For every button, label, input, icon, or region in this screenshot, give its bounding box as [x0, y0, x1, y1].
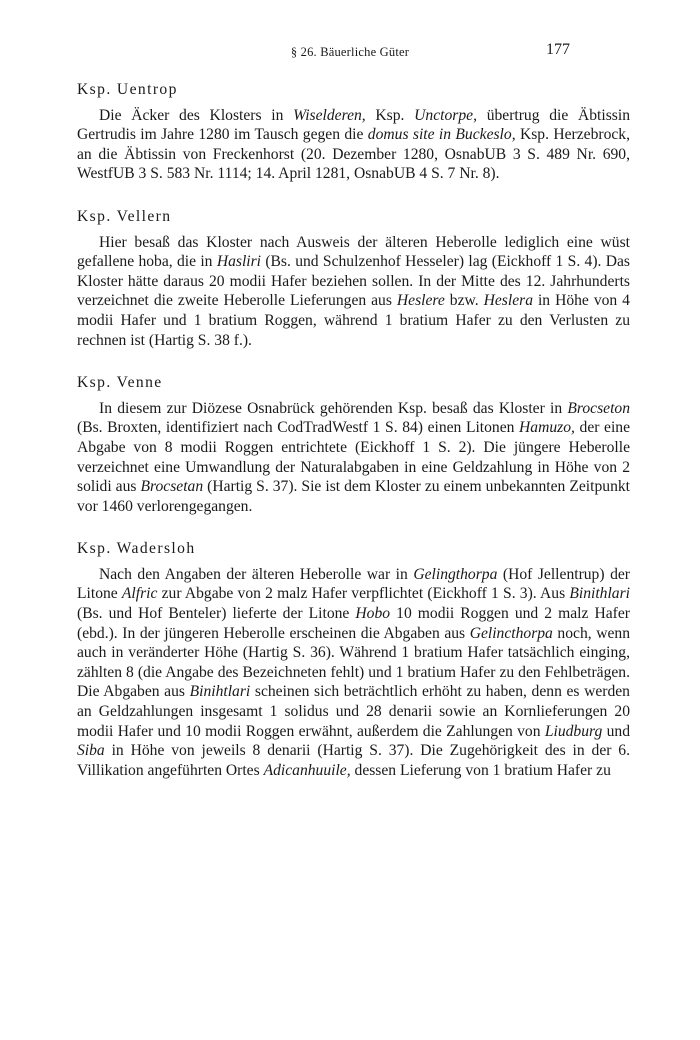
text-run: Ksp. [365, 106, 415, 124]
page-body [77, 80, 630, 803]
italic-term: Siba [77, 742, 105, 760]
text-run: übertrug die Äbtissin Gertrudis im Jahre 1280 im Tausch gegen die [77, 106, 630, 144]
italic-term: Heslera [483, 292, 533, 310]
page-header [0, 41, 700, 65]
italic-term: Gelingthorpa [413, 565, 498, 583]
text-run: und [602, 722, 630, 740]
italic-term: Brocseton [567, 399, 630, 417]
text-run: (Bs. Broxten, identifiziert nach CodTradWestf 1 S. 84) einen Litonen [77, 419, 520, 437]
text-run: dessen Lieferung von 1 bratium Hafer zu [350, 761, 611, 779]
text-run: in Höhe von 4 modii Hafer und 1 bratium Roggen, während 1 bratium Hafer zu den Verlusten zu rechnen ist (Hartig S. 38 f.). [77, 292, 630, 349]
page-number: 177 [546, 41, 570, 58]
text-run: Hier besaß das Kloster nach Ausweis der älteren Heberolle lediglich eine wüst gefallene hoba, die in [77, 233, 630, 271]
text-run: Nach den Angaben der älteren Heberolle war in [99, 565, 414, 583]
section-uentrop [77, 80, 630, 184]
text-run: bzw. [444, 292, 484, 310]
text-run: (Bs. und Schulzenhof Hesseler) lag (Eickhoff 1 S. 4). Das Kloster hätte daraus 20 modii Hafer beziehen sollen. In der Mitte des 12. Jahrhunderts verzeichnet die zweite Heberolle Lieferungen aus [77, 253, 630, 310]
section-paragraph [77, 106, 630, 184]
text-run: (Bs. und Hof Benteler) lieferte der Litone [77, 605, 356, 623]
italic-term: Adicanhuuile, [263, 761, 351, 779]
text-run: (Hof Jellentrup) der Litone [77, 565, 630, 603]
section-heading: Ksp. Wadersloh [77, 540, 196, 558]
italic-term: Binithlari [569, 585, 630, 603]
section-vellern [77, 207, 630, 350]
italic-term: Gelincthorpa [469, 624, 553, 642]
text-run: scheinen sich beträchtlich erhöht zu haben, denn es werden an Geldzahlungen insgesamt 1 solidus und 28 denarii sowie an Kornlieferungen 20 modii Hafer und 10 modii Roggen erwähnt, außerdem die Zahlungen von [77, 683, 630, 740]
italic-term: Heslere [396, 292, 445, 310]
italic-term: Binihtlari [189, 683, 251, 701]
section-heading: Ksp. Uentrop [77, 81, 178, 98]
italic-term: Liudburg [544, 722, 603, 740]
italic-term: domus site in Buckeslo, [367, 126, 516, 144]
text-run: noch, wenn auch in veränderter Höhe (Hartig S. 36). Während 1 bratium Hafer tatsächlich einging, zählten 8 (die Angabe des Bezeichneten fehlt) und 1 bratium Hafer zu den Fehlbeträgen. Die Abgaben aus [77, 624, 630, 701]
italic-term: Unctorpe, [414, 106, 477, 124]
section-paragraph [77, 565, 630, 781]
text-run: 10 modii Roggen und 2 malz Hafer (ebd.). In der jüngeren Heberolle erscheinen die Abgaben aus [77, 605, 630, 642]
italic-term: Alfric [121, 585, 158, 603]
section-venne [77, 373, 630, 516]
section-paragraph [77, 399, 630, 517]
text-run: zur Abgabe von 2 malz Hafer verpflichtet (Eickhoff 1 S. 3). Aus [157, 585, 570, 603]
section-heading: Ksp. Vellern [77, 207, 172, 225]
italic-term: Hasliri [216, 253, 262, 271]
text-run: In diesem zur Diözese Osnabrück gehörenden Ksp. besaß das Kloster in [99, 399, 568, 417]
text-run: Die Äcker des Klosters in [99, 106, 294, 124]
text-run: in Höhe von jeweils 8 denarii (Hartig S. 37). Die Zugehörigkeit des in der 6. Villikation angeführten Ortes [77, 742, 630, 779]
italic-term: Hobo [355, 605, 391, 623]
section-heading: Ksp. Venne [77, 374, 163, 392]
section-paragraph [77, 233, 630, 351]
running-head: § 26. Bäuerliche Güter [290, 45, 410, 59]
italic-term: Hamuzo, [519, 419, 575, 437]
text-run: (Hartig S. 37). Sie ist dem Kloster zu einem unbekannten Zeitpunkt vor 1460 verlorengegangen. [77, 478, 630, 515]
italic-term: Brocsetan [140, 478, 204, 496]
text-run: der eine Abgabe von 8 modii Roggen entrichtete (Eickhoff 1 S. 2). Die jüngere Heberolle verzeichnet eine Umwandlung der Naturalabgaben in eine Geldzahlung in Höhe von 2 solidi aus [77, 419, 630, 496]
italic-term: Wiselderen, [293, 106, 366, 124]
text-run: Ksp. Herzebrock, an die Äbtissin von Freckenhorst (20. Dezember 1280, OsnabUB 3 S. 489 Nr. 690, WestfUB 3 S. 583 Nr. 1114; 14. April 1281, OsnabUB 4 S. 7 Nr. 8). [77, 126, 630, 183]
section-wadersloh [77, 539, 630, 780]
